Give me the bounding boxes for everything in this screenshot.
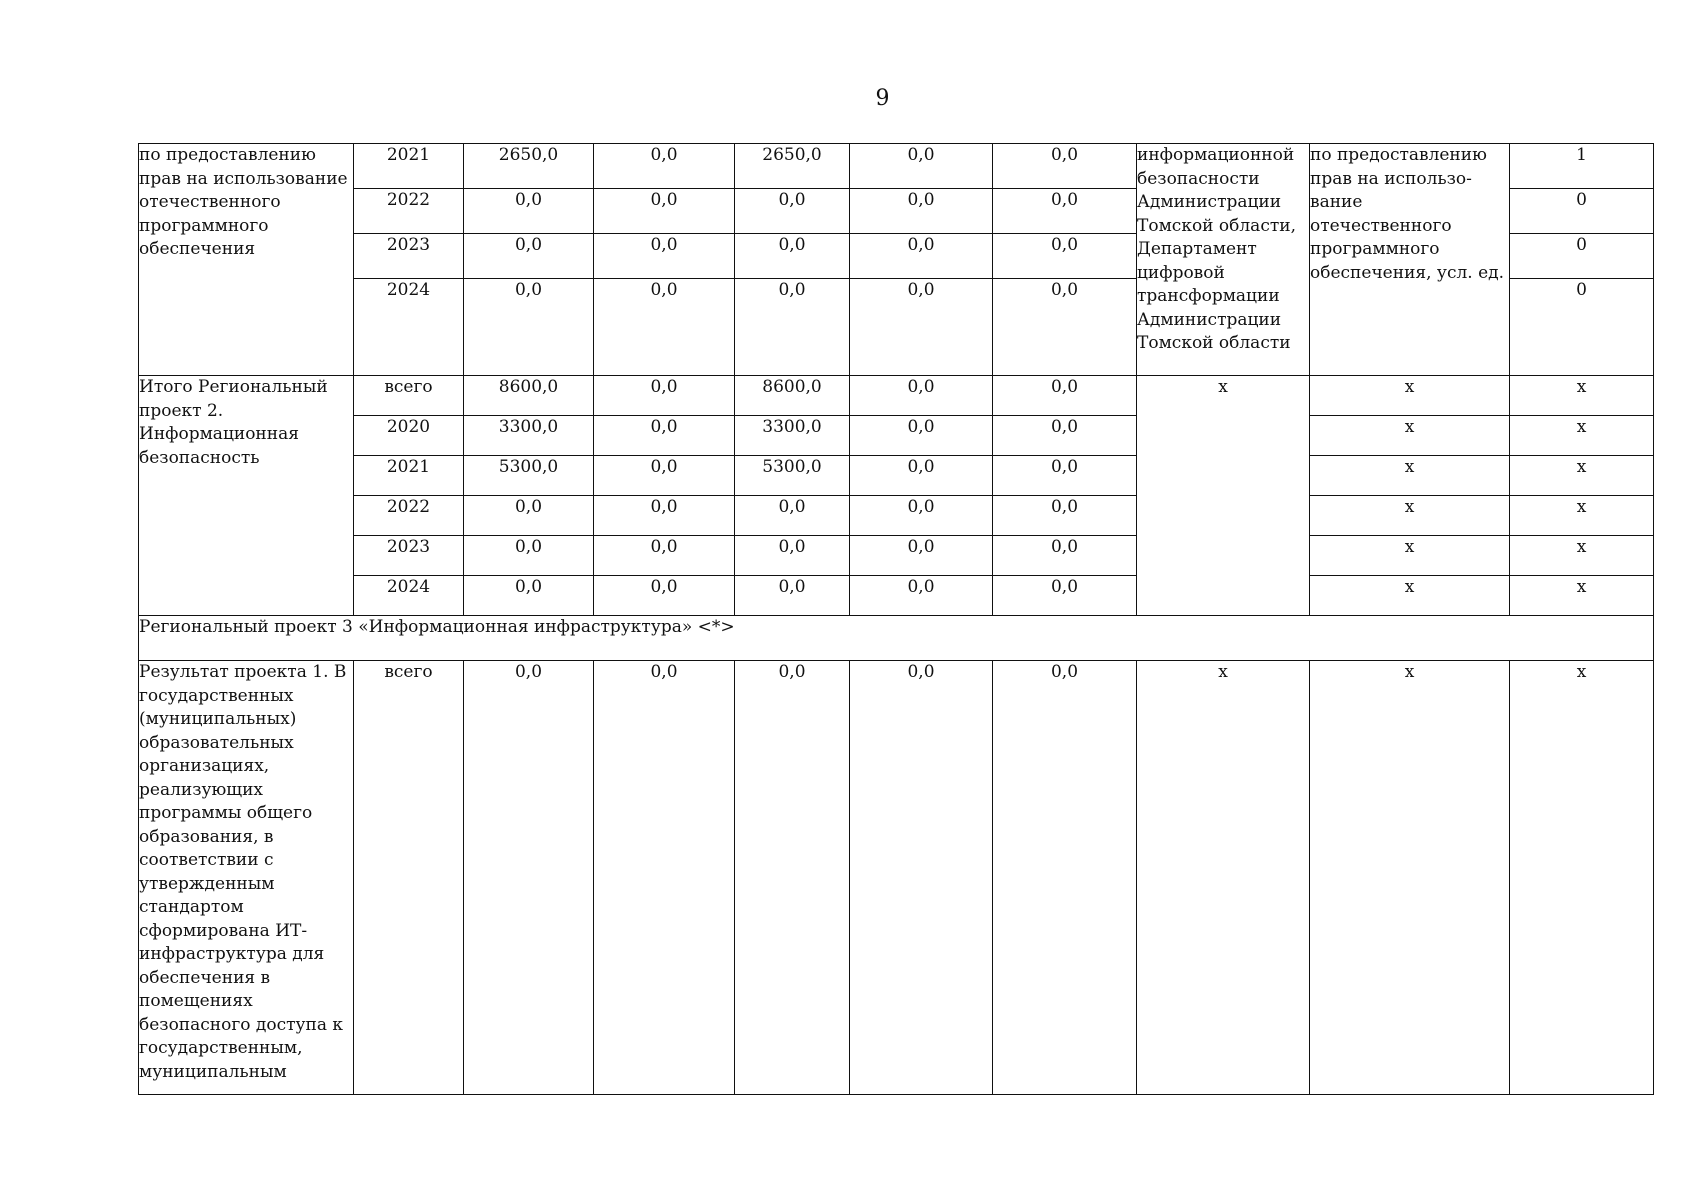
- value-cell: 0,0: [464, 536, 594, 576]
- page-number: 9: [875, 86, 890, 111]
- value-cell: 0,0: [993, 576, 1137, 616]
- table-row: [139, 456, 1654, 496]
- year-cell: 2023: [354, 536, 464, 576]
- value-cell: 0,0: [850, 189, 993, 234]
- value-cell: 0,0: [993, 234, 1137, 279]
- value-cell: 8600,0: [735, 376, 850, 416]
- year-cell: 2021: [354, 456, 464, 496]
- table-row: [139, 416, 1654, 456]
- table-row: [139, 376, 1654, 416]
- year-cell: всего: [354, 661, 464, 1095]
- value-cell: 0,0: [594, 376, 735, 416]
- value-cell: 0,0: [594, 144, 735, 189]
- indicator-cell: х: [1310, 661, 1510, 1095]
- value-cell: 0,0: [850, 376, 993, 416]
- value-cell: 5300,0: [735, 456, 850, 496]
- year-cell: 2024: [354, 576, 464, 616]
- responsible-cell: х: [1137, 661, 1310, 1095]
- value-cell: 0,0: [993, 496, 1137, 536]
- section-title: Региональный проект 3 «Информационная инфраструктура» <*>: [139, 616, 1654, 661]
- table-row: [139, 144, 1654, 189]
- value-cell: 0,0: [993, 456, 1137, 496]
- row-label: по предоставлению прав на использование отечественного программного обеспечения: [139, 144, 354, 376]
- year-cell: всего: [354, 376, 464, 416]
- indicator-value-cell: х: [1510, 536, 1654, 576]
- value-cell: 0,0: [993, 661, 1137, 1095]
- value-cell: 0,0: [850, 234, 993, 279]
- value-cell: 0,0: [594, 234, 735, 279]
- indicator-cell: по предоставлению прав на использо-вание отечественного программного обеспечения, усл. ед.: [1310, 144, 1510, 376]
- year-cell: 2022: [354, 496, 464, 536]
- value-cell: 0,0: [735, 576, 850, 616]
- indicator-value-cell: х: [1510, 576, 1654, 616]
- value-cell: 0,0: [735, 661, 850, 1095]
- value-cell: 0,0: [464, 234, 594, 279]
- value-cell: 0,0: [850, 144, 993, 189]
- indicator-cell: х: [1310, 376, 1510, 416]
- indicator-value-cell: 1: [1510, 144, 1654, 189]
- value-cell: 0,0: [993, 189, 1137, 234]
- value-cell: 0,0: [993, 376, 1137, 416]
- responsible-cell: х: [1137, 376, 1310, 616]
- indicator-value-cell: 0: [1510, 189, 1654, 234]
- indicator-cell: х: [1310, 496, 1510, 536]
- value-cell: 0,0: [993, 536, 1137, 576]
- value-cell: 3300,0: [464, 416, 594, 456]
- budget-table: [138, 143, 1654, 1095]
- table-row: [139, 576, 1654, 616]
- value-cell: 2650,0: [735, 144, 850, 189]
- year-cell: 2023: [354, 234, 464, 279]
- indicator-value-cell: х: [1510, 456, 1654, 496]
- value-cell: 0,0: [850, 456, 993, 496]
- value-cell: 0,0: [850, 536, 993, 576]
- year-cell: 2021: [354, 144, 464, 189]
- value-cell: 3300,0: [735, 416, 850, 456]
- value-cell: 0,0: [464, 496, 594, 536]
- value-cell: 0,0: [850, 661, 993, 1095]
- value-cell: 0,0: [735, 279, 850, 376]
- indicator-value-cell: х: [1510, 376, 1654, 416]
- value-cell: 8600,0: [464, 376, 594, 416]
- indicator-value-cell: 0: [1510, 279, 1654, 376]
- value-cell: 0,0: [735, 234, 850, 279]
- value-cell: 5300,0: [464, 456, 594, 496]
- value-cell: 0,0: [850, 279, 993, 376]
- indicator-cell: х: [1310, 576, 1510, 616]
- indicator-value-cell: х: [1510, 496, 1654, 536]
- value-cell: 0,0: [850, 416, 993, 456]
- value-cell: 0,0: [464, 279, 594, 376]
- value-cell: 0,0: [594, 661, 735, 1095]
- year-cell: 2022: [354, 189, 464, 234]
- value-cell: 0,0: [594, 189, 735, 234]
- value-cell: 0,0: [850, 576, 993, 616]
- value-cell: 0,0: [850, 496, 993, 536]
- indicator-cell: х: [1310, 416, 1510, 456]
- table-row: [139, 496, 1654, 536]
- indicator-value-cell: 0: [1510, 234, 1654, 279]
- value-cell: 0,0: [594, 456, 735, 496]
- indicator-value-cell: х: [1510, 661, 1654, 1095]
- value-cell: 0,0: [993, 279, 1137, 376]
- value-cell: 2650,0: [464, 144, 594, 189]
- value-cell: 0,0: [594, 536, 735, 576]
- value-cell: 0,0: [464, 189, 594, 234]
- table-row: [139, 616, 1654, 661]
- indicator-value-cell: х: [1510, 416, 1654, 456]
- responsible-cell: информационной безопасности Администрации Томской области, Департамент цифровой трансформации Администрации Томской области: [1137, 144, 1310, 376]
- value-cell: 0,0: [735, 496, 850, 536]
- value-cell: 0,0: [735, 536, 850, 576]
- table-row: [139, 536, 1654, 576]
- value-cell: 0,0: [993, 144, 1137, 189]
- value-cell: 0,0: [735, 189, 850, 234]
- year-cell: 2024: [354, 279, 464, 376]
- year-cell: 2020: [354, 416, 464, 456]
- value-cell: 0,0: [594, 279, 735, 376]
- indicator-cell: х: [1310, 456, 1510, 496]
- value-cell: 0,0: [464, 661, 594, 1095]
- table-row: [139, 661, 1654, 1095]
- value-cell: 0,0: [993, 416, 1137, 456]
- value-cell: 0,0: [594, 416, 735, 456]
- value-cell: 0,0: [594, 496, 735, 536]
- value-cell: 0,0: [594, 576, 735, 616]
- indicator-cell: х: [1310, 536, 1510, 576]
- row-label: Результат проекта 1. В государственных (муниципальных) образовательных организациях, реализующих программы общего образования, в соответствии с утвержденным стандартом сформирована ИТ-инфраструктура для обеспечения в помещениях безопасного доступа к государственным, муниципальным: [139, 661, 354, 1095]
- row-label: Итого Региональный проект 2. Информационная безопасность: [139, 376, 354, 616]
- value-cell: 0,0: [464, 576, 594, 616]
